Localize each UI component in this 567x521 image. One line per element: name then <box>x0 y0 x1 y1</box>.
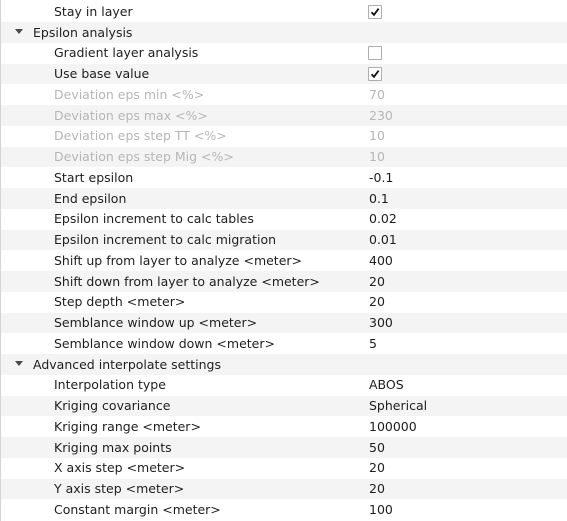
prop-value: 230 <box>369 107 393 123</box>
prop-name: Shift up from layer to analyze <meter> <box>54 252 303 268</box>
prop-value[interactable]: 300 <box>369 315 393 331</box>
prop-row-shift-down[interactable] <box>1 271 567 292</box>
prop-name: Semblance window up <meter> <box>54 315 258 331</box>
prop-row-shift-up[interactable] <box>1 250 567 271</box>
prop-row-deviation-eps-step-tt <box>1 126 567 147</box>
prop-name: Constant margin <meter> <box>54 501 221 517</box>
prop-row-deviation-eps-max <box>1 105 567 126</box>
prop-name: Epsilon increment to calc tables <box>54 211 254 227</box>
prop-row-semblance-window-up[interactable] <box>1 313 567 334</box>
prop-name: Epsilon increment to calc migration <box>54 232 277 248</box>
prop-value[interactable]: 5 <box>369 335 377 351</box>
prop-row-kriging-range[interactable] <box>1 416 567 437</box>
prop-row-constant-margin[interactable] <box>1 499 567 520</box>
prop-row-end-epsilon[interactable] <box>1 188 567 209</box>
prop-name: Deviation eps min <%> <box>54 86 205 102</box>
prop-row-epsilon-increment-tables[interactable] <box>1 209 567 230</box>
prop-value[interactable]: 20 <box>369 273 385 289</box>
prop-row-epsilon-increment-migration[interactable] <box>1 230 567 251</box>
group-advanced-interpolate-settings[interactable] <box>1 354 567 375</box>
prop-value[interactable]: 20 <box>369 481 385 497</box>
prop-name: X axis step <meter> <box>54 460 186 476</box>
group-label: Epsilon analysis <box>33 24 133 40</box>
prop-name: Use base value <box>54 66 150 82</box>
prop-name: End epsilon <box>54 190 127 206</box>
prop-value[interactable]: 0.1 <box>369 190 389 206</box>
prop-row-x-axis-step[interactable] <box>1 458 567 479</box>
prop-value[interactable]: ABOS <box>369 377 404 393</box>
prop-name: Interpolation type <box>54 377 166 393</box>
prop-row-kriging-covariance[interactable] <box>1 396 567 417</box>
chevron-down-icon[interactable] <box>15 361 23 366</box>
prop-name: Deviation eps step Mig <%> <box>54 149 234 165</box>
prop-row-step-depth[interactable] <box>1 292 567 313</box>
prop-value[interactable]: 50 <box>369 439 385 455</box>
prop-name: Kriging range <meter> <box>54 418 201 434</box>
stay-in-layer-checkbox[interactable] <box>368 5 382 19</box>
prop-name: Kriging covariance <box>54 398 171 414</box>
prop-row-interpolation-type[interactable] <box>1 375 567 396</box>
prop-name: Y axis step <meter> <box>54 481 185 497</box>
prop-name: Shift down from layer to analyze <meter> <box>54 273 320 289</box>
prop-row-stay-in-layer[interactable] <box>1 1 567 22</box>
prop-value[interactable]: 100000 <box>369 418 417 434</box>
prop-name: Semblance window down <meter> <box>54 335 275 351</box>
prop-value[interactable]: -0.1 <box>369 169 394 185</box>
prop-row-deviation-eps-min <box>1 84 567 105</box>
prop-row-start-epsilon[interactable] <box>1 167 567 188</box>
chevron-down-icon[interactable] <box>15 29 23 34</box>
prop-row-y-axis-step[interactable] <box>1 479 567 500</box>
prop-name: Gradient layer analysis <box>54 45 199 61</box>
prop-name: Deviation eps step TT <%> <box>54 128 227 144</box>
use-base-value-checkbox[interactable] <box>368 67 382 81</box>
prop-row-use-base-value[interactable] <box>1 64 567 85</box>
prop-name: Stay in layer <box>54 3 133 19</box>
prop-value: 10 <box>369 149 385 165</box>
prop-row-deviation-eps-step-mig <box>1 147 567 168</box>
prop-name: Deviation eps max <%> <box>54 107 208 123</box>
prop-value[interactable]: 0.02 <box>369 211 397 227</box>
prop-value[interactable]: 20 <box>369 460 385 476</box>
prop-value[interactable]: 400 <box>369 252 393 268</box>
prop-row-semblance-window-down[interactable] <box>1 333 567 354</box>
prop-value[interactable]: 100 <box>369 501 393 517</box>
prop-value[interactable]: 0.01 <box>369 232 397 248</box>
prop-value[interactable]: Spherical <box>369 398 428 414</box>
prop-name: Start epsilon <box>54 169 134 185</box>
prop-name: Step depth <meter> <box>54 294 186 310</box>
prop-value: 10 <box>369 128 385 144</box>
gradient-layer-analysis-checkbox[interactable] <box>368 46 382 60</box>
group-label: Advanced interpolate settings <box>33 356 221 372</box>
group-epsilon-analysis[interactable] <box>1 22 567 43</box>
prop-value: 70 <box>369 86 385 102</box>
prop-row-gradient-layer-analysis[interactable] <box>1 43 567 64</box>
prop-row-kriging-max-points[interactable] <box>1 437 567 458</box>
prop-value[interactable]: 20 <box>369 294 385 310</box>
prop-name: Kriging max points <box>54 439 172 455</box>
